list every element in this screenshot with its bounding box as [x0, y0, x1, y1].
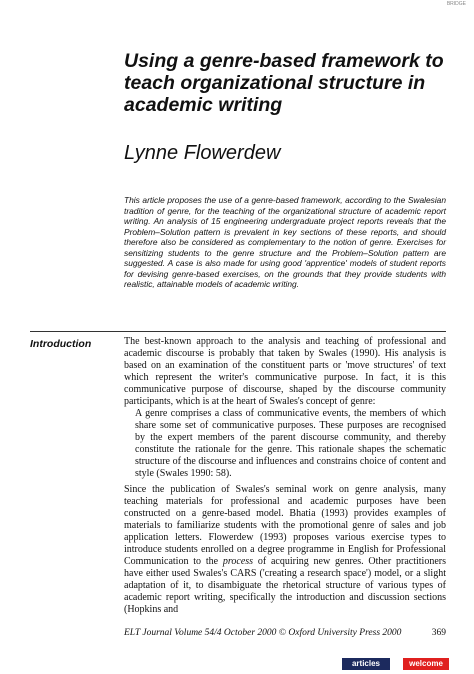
- paragraph-2-emphasis: process: [222, 556, 254, 568]
- page-footer: [124, 628, 446, 638]
- block-quote: A genre comprises a class of communicative events, the members of which share some set of communicative purposes. These purposes are recognised by the expert members of the parent discourse community, and thereby constitute the rationale for the genre. This rationale shapes the schematic structure of the discourse and influences and constrains choice of content and style (Swales 1990: 58).: [135, 408, 446, 480]
- articles-button[interactable]: articles: [342, 658, 390, 670]
- page-number: 369: [431, 628, 446, 638]
- article-title: Using a genre-based framework to teach organizational structure in academic writing: [124, 50, 444, 116]
- corner-mark: BRIDGE: [446, 1, 466, 7]
- journal-citation: ELT Journal Volume 54/4 October 2000 © Oxford University Press 2000: [124, 628, 402, 638]
- paragraph-2-text-b: of acquiring new genres. Other practitioners have either used Swales's CARS ('creating a research space') model, or a slight adaptation of it, to disambiguate the rhetorical structure of various types of academic report writing, specifically the introduction and discussion sections (Hopkins and: [124, 556, 446, 616]
- author-name: Lynne Flowerdew: [124, 142, 281, 164]
- paragraph-1: The best-known approach to the analysis and teaching of professional and academic discourse is probably that taken by Swales (1990). His analysis is based on an examination of the constituent parts or 'move structures' of text which represent the writer's communicative purpose. In fact, it is this communicative purpose of discourse, shaped by the discourse community participants, which is at the heart of Swales's concept of genre:: [124, 336, 446, 408]
- welcome-button[interactable]: welcome: [403, 658, 449, 670]
- abstract: This article proposes the use of a genre-based framework, according to the Swalesian tradition of genre, for the teaching of the organizational structure of academic report writing. An analysis of 15 engineering undergraduate project reports reveals that the Problem–Solution pattern is prevalent in key sections of these reports, and should therefore also be considered as complementary to the notion of genre. Exercises for sensitizing students to the genre structure and the Problem–Solution pattern are suggested. A case is also made for using good 'apprentice' models of student reports for devising genre-based exercises, on the grounds that they provide students with realistic, attainable models of academic writing.: [124, 195, 446, 289]
- paragraph-2: [124, 484, 446, 617]
- section-divider: [30, 331, 446, 332]
- section-heading-introduction: Introduction: [30, 338, 92, 350]
- paragraph-2-text-a: Since the publication of Swales's seminal work on genre analysis, many teaching materials for professional and academic purposes have been constructed on a genre-based model. Bhatia (1993) provides examples of materials to familiarize students with the promotional genre of sales and job application letters. Flowerdew (1993) proposes various exercise types to introduce students enrolled on a degree programme in English for Professional Communication to the: [124, 484, 446, 568]
